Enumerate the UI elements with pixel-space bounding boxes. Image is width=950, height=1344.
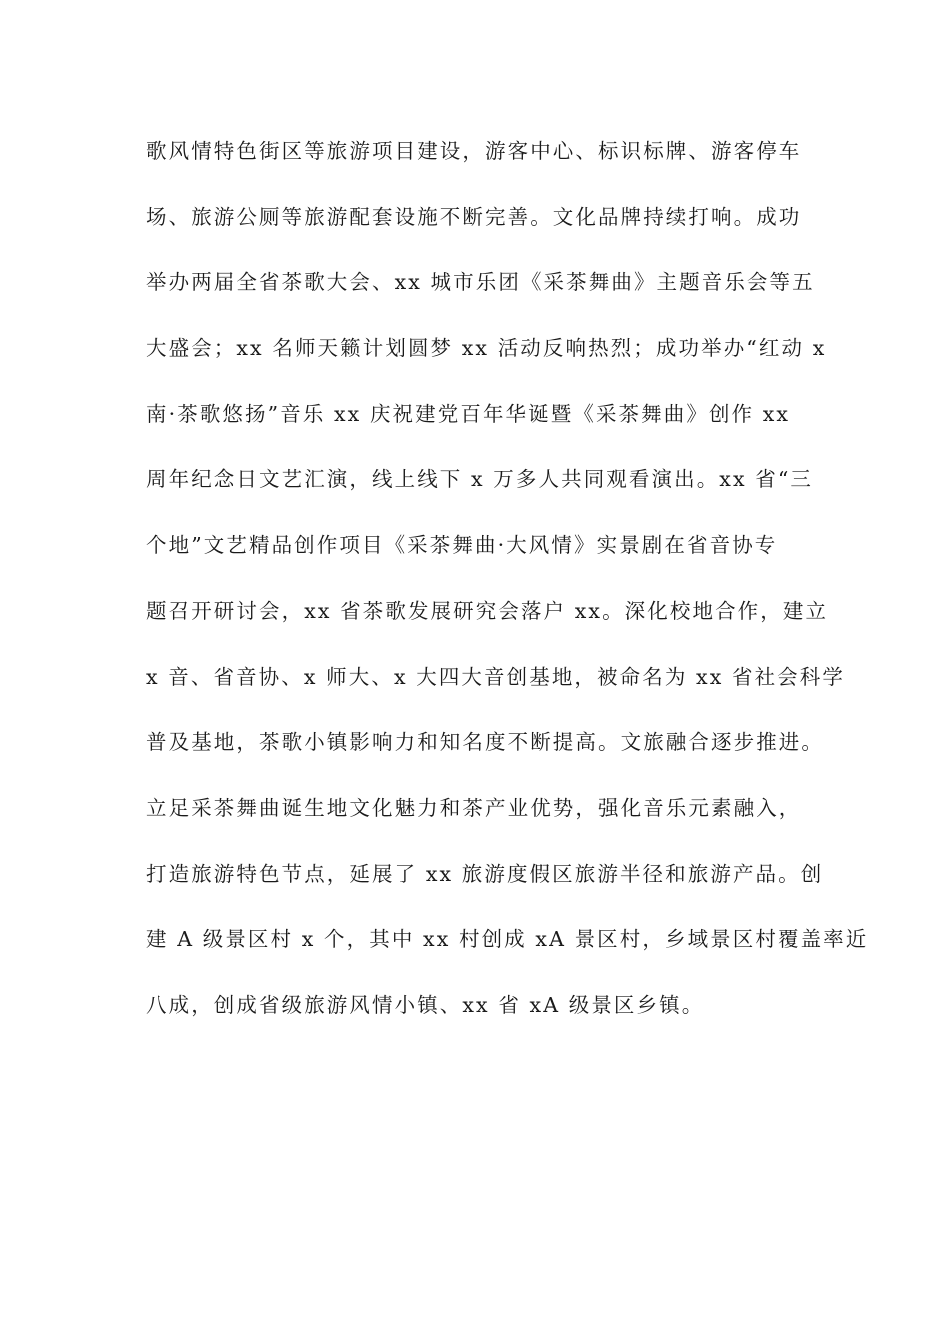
text-line: 立足采茶舞曲诞生地文化魅力和茶产业优势，强化音乐元素融入，: [146, 795, 802, 820]
body-paragraph: [146, 126, 869, 1046]
text-line: 南·茶歌悠扬”音乐 xx 庆祝建党百年华诞暨《采茶舞曲》创作 xx: [146, 401, 791, 426]
text-line: 打造旅游特色节点，延展了 xx 旅游度假区旅游半径和旅游产品。创: [146, 861, 824, 886]
text-line: 歌风情特色街区等旅游项目建设，游客中心、标识标牌、游客停车: [146, 139, 802, 163]
text-line: 场、旅游公厕等旅游配套设施不断完善。文化品牌持续打响。成功: [146, 204, 802, 229]
text-line: 举办两届全省茶歌大会、xx 城市乐团《采茶舞曲》主题音乐会等五: [146, 270, 815, 295]
text-line: 周年纪念日文艺汇演，线上线下 x 万多人共同观看演出。xx 省“三: [146, 467, 814, 492]
text-line: 八成，创成省级旅游风情小镇、xx 省 xA 级景区乡镇。: [146, 992, 705, 1017]
text-line: 个地”文艺精品创作项目《采茶舞曲·大风情》实景剧在省音协专: [146, 533, 778, 558]
text-line: 普及基地，茶歌小镇影响力和知名度不断提高。文旅融合逐步推进。: [146, 730, 824, 755]
text-line: 题召开研讨会，xx 省茶歌发展研究会落户 xx。深化校地合作，建立: [146, 598, 829, 623]
text-line: 大盛会；xx 名师天籁计划圆梦 xx 活动反响热烈；成功举办“红动 x: [146, 336, 827, 361]
text-line: x 音、省音协、x 师大、x 大四大音创基地，被命名为 xx 省社会科学: [146, 664, 845, 689]
text-line: 建 A 级景区村 x 个，其中 xx 村创成 xA 景区村，乡域景区村覆盖率近: [146, 927, 869, 952]
